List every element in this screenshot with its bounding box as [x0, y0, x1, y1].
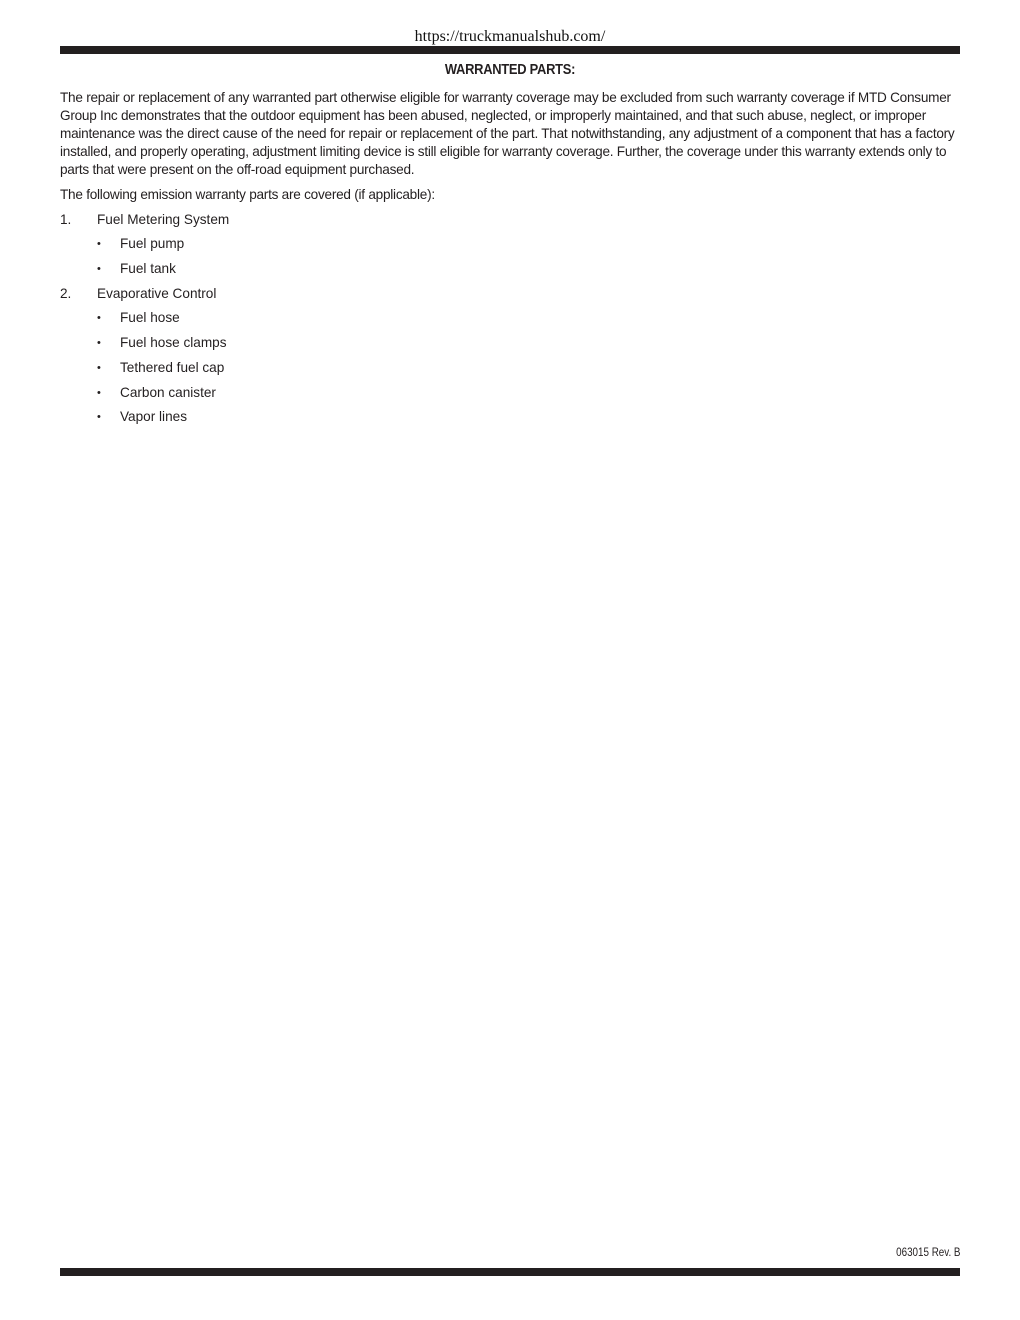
- list-item: [60, 402, 960, 427]
- list-item: [60, 229, 960, 254]
- revision-code: 063015 Rev. B: [895, 1245, 960, 1259]
- covered-parts-list: [60, 204, 960, 426]
- part-name: Fuel pump: [120, 236, 185, 252]
- bullet-icon: •: [97, 337, 101, 350]
- part-name: Fuel tank: [120, 261, 176, 277]
- list-item: [60, 327, 960, 352]
- part-name: Fuel hose clamps: [120, 335, 227, 351]
- exclusion-paragraph: The repair or replacement of any warranted part otherwise eligible for warranty coverage may be excluded from such warranty coverage if MTD Consumer Group Inc demonstrates that the outdoor equipment has been abused, neglected, or improperly maintained, and that such abuse, neglect, or improper maintenance was the direct cause of the need for repair or replacement of the part. That notwithstanding, any adjustment of a component that has a factory installed, and properly operating, adjustment limiting device is still eligible for warranty coverage. Further, the coverage under this warranty extends only to parts that were present on the off-road equipment purchased.: [60, 90, 955, 177]
- bullet-icon: •: [97, 238, 101, 251]
- top-divider: [60, 46, 960, 54]
- covered-parts-intro: The following emission warranty parts are covered (if applicable):: [60, 187, 435, 202]
- part-name: Fuel hose: [120, 310, 180, 326]
- list-item: [60, 253, 960, 278]
- list-item: [60, 303, 960, 328]
- bullet-icon: •: [97, 411, 101, 424]
- section-heading: WARRANTED PARTS:: [444, 61, 576, 78]
- bullet-icon: •: [97, 263, 101, 276]
- group-title: Fuel Metering System: [97, 211, 230, 227]
- bullet-icon: •: [97, 361, 101, 374]
- group-title: Evaporative Control: [97, 285, 217, 301]
- list-item: [60, 377, 960, 402]
- list-item: [60, 352, 960, 377]
- part-name: Vapor lines: [120, 409, 187, 425]
- bullet-icon: •: [97, 312, 101, 325]
- group-number: 2.: [60, 285, 72, 301]
- list-item-group-1: [60, 204, 960, 229]
- part-name: Tethered fuel cap: [120, 359, 225, 375]
- source-url: https://truckmanualshub.com/: [414, 28, 606, 45]
- part-name: Carbon canister: [120, 384, 216, 400]
- bottom-divider: [60, 1268, 960, 1276]
- section-body: [60, 89, 960, 426]
- group-number: 1.: [60, 211, 72, 227]
- list-item-group-2: [60, 278, 960, 303]
- bullet-icon: •: [97, 386, 101, 399]
